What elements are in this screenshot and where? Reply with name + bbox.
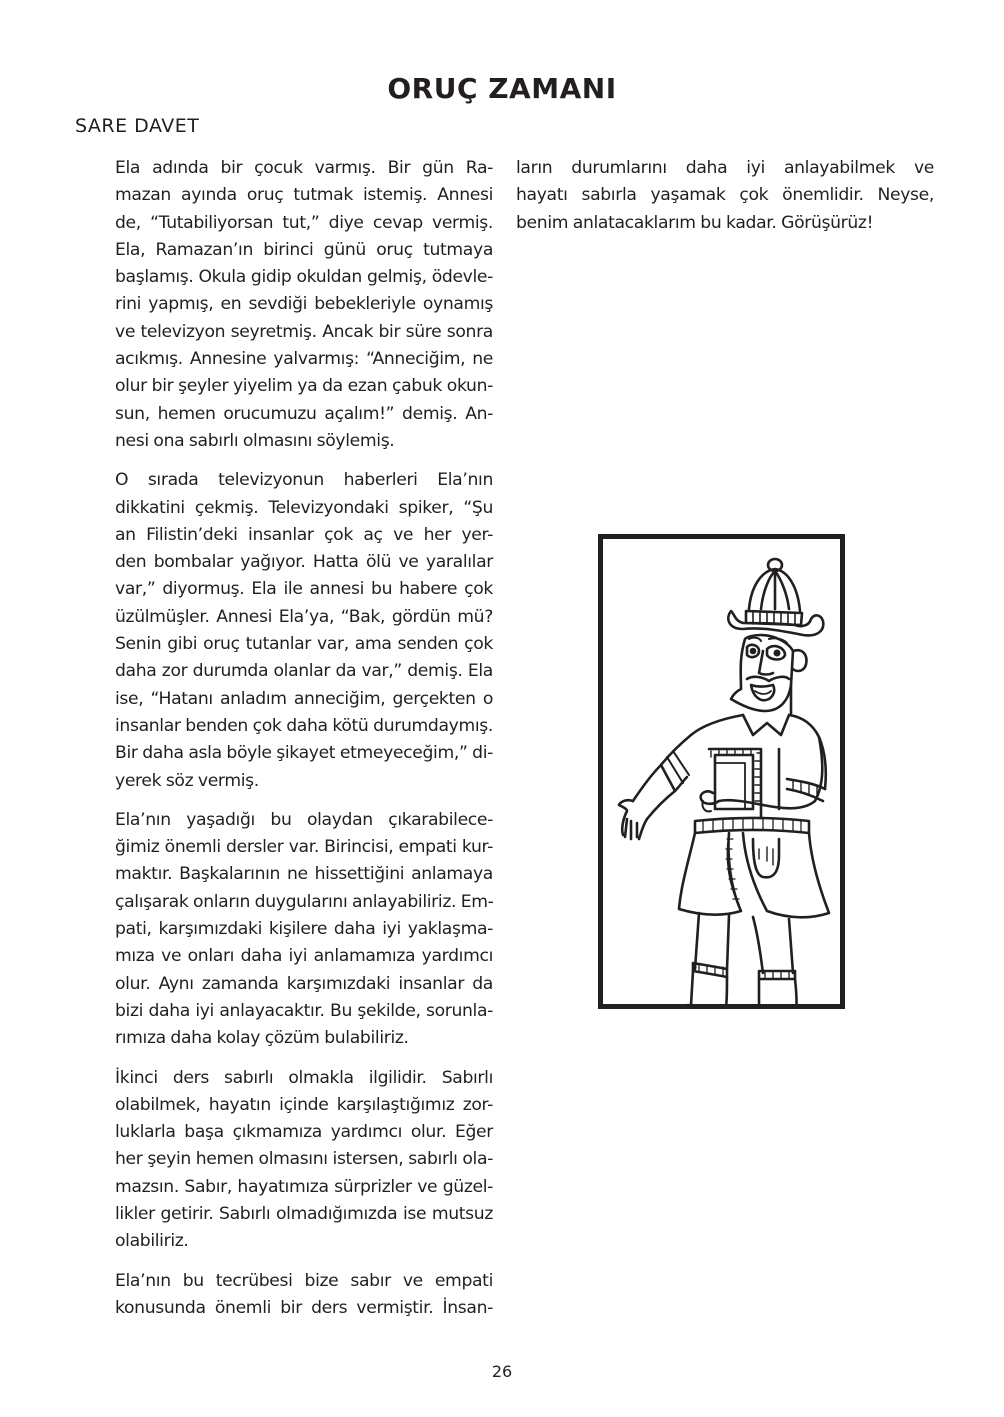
paragraph-1 bbox=[75, 155, 493, 455]
text-line: Ela’nın bu tecrübesi bize sabır ve empati bbox=[115, 1270, 493, 1291]
hat-brim bbox=[728, 611, 823, 635]
left-boot-cuff bbox=[693, 963, 727, 977]
text-line: dikkatini çekmiş. Televizyondaki spiker, “Şu bbox=[115, 497, 493, 518]
page-title: ORUÇ ZAMANI bbox=[387, 72, 617, 105]
text-line: ise, “Hatanı anladım anneciğim, gerçekten o bbox=[115, 688, 493, 709]
right-leg bbox=[753, 917, 793, 973]
right-text-column bbox=[516, 155, 934, 249]
text-line: mazsın. Sabır, hayatımıza sürprizler ve güzel- bbox=[115, 1176, 493, 1197]
text-line: bizi daha iyi anlayacaktır. Bu şekilde, sorunla- bbox=[115, 1000, 493, 1021]
text-line: üzülmüşler. Annesi Ela’ya, “Bak, gördün mü? bbox=[115, 606, 493, 627]
text-line: rımıza daha kolay çözüm bulabiliriz. bbox=[115, 1028, 409, 1049]
illustration-frame bbox=[598, 534, 845, 1009]
text-line: olabiliriz. bbox=[115, 1231, 189, 1252]
mustache bbox=[747, 677, 789, 681]
text-line: Ela’nın yaşadığı bu olaydan çıkarabilece- bbox=[115, 809, 493, 830]
text-line: Senin gibi oruç tutanlar var, ama senden çok bbox=[115, 634, 493, 655]
paragraph-4 bbox=[75, 1065, 493, 1256]
text-line: çalışarak onların duygularını anlayabiliriz. Em- bbox=[115, 891, 494, 912]
text-line: acıkmış. Annesine yalvarmış: “Anneciğim, ne bbox=[115, 349, 493, 370]
ear bbox=[793, 650, 807, 671]
text-line: olabilmek, hayatın içinde karşılaştığımız zor- bbox=[115, 1094, 493, 1115]
text-line: benim anlatacaklarım bu kadar. Görüşürüz! bbox=[516, 212, 874, 233]
text-line: Ela, Ramazan’ın birinci günü oruç tutmaya bbox=[115, 239, 493, 260]
text-line: mazan ayında oruç tutmak istemiş. Annesi bbox=[115, 185, 493, 206]
text-line: insanlar benden çok daha kötü durumdaymış. bbox=[115, 715, 493, 736]
author-name: SARE DAVET bbox=[75, 115, 200, 137]
mouth bbox=[751, 685, 774, 700]
collar bbox=[743, 715, 789, 735]
text-line: Bir daha asla böyle şikayet etmeyeceğim,” di- bbox=[115, 743, 493, 764]
text-line: ların durumlarını daha iyi anlayabilmek ve bbox=[516, 158, 934, 178]
text-line: de, “Tutabiliyorsan tut,” diye cevap vermiş. bbox=[115, 212, 493, 233]
text-line: pati, karşımızdaki kişilere daha iyi yaklaşma- bbox=[115, 919, 493, 940]
text-line: maktır. Başkalarının ne hissettiğini anlamaya bbox=[115, 864, 493, 885]
text-line: mıza ve onları daha iyi anlamamıza yardımcı bbox=[115, 946, 493, 967]
man-illustration bbox=[603, 539, 840, 1004]
text-line: O sırada televizyonun haberleri Ela’nın bbox=[115, 470, 493, 491]
paragraph-2 bbox=[75, 467, 493, 795]
text-line: daha zor durumda olanlar da var,” demiş. Ela bbox=[115, 661, 493, 682]
text-line: olur bir şeyler yiyelim ya da ezan çabuk okun- bbox=[115, 376, 493, 397]
coat-left-panel bbox=[679, 833, 741, 915]
pocket bbox=[753, 839, 779, 877]
text-line: konusunda önemli bir ders vermiştir. İnsan- bbox=[115, 1297, 493, 1318]
coat-right-panel bbox=[743, 833, 829, 917]
text-line: nesi ona sabırlı olmasını söylemiş. bbox=[115, 430, 395, 451]
text-line: ve televizyon seyretmiş. Ancak bir süre sonra bbox=[115, 321, 493, 342]
paragraph-3 bbox=[75, 807, 493, 1053]
page-number: 26 bbox=[491, 1362, 513, 1381]
text-line: var,” diyormuş. Ela ile annesi bu habere çok bbox=[115, 579, 493, 600]
text-line: her şeyin hemen olmasını istersen, sabırlı ola- bbox=[115, 1149, 493, 1170]
left-hand bbox=[619, 800, 647, 839]
text-line: hayatı sabırla yaşamak çok önemlidir. Neyse, bbox=[516, 185, 934, 206]
text-line: ğimiz önemli dersler var. Birincisi, empati kur- bbox=[115, 837, 493, 858]
text-line: sun, hemen orucumuzu açalım!” demiş. An- bbox=[115, 403, 493, 424]
text-line: İkinci ders sabırlı olmakla ilgilidir. Sabırlı bbox=[115, 1067, 493, 1088]
text-line: likler getirir. Sabırlı olmadığımızda ise mutsuz bbox=[115, 1203, 493, 1224]
torso bbox=[661, 715, 743, 765]
left-arm bbox=[633, 765, 661, 801]
text-line: rini yapmış, en sevdiği bebekleriyle oynamış bbox=[115, 294, 493, 315]
paragraph-5-continued bbox=[516, 155, 934, 237]
left-text-column bbox=[75, 155, 493, 1334]
text-line: den bombalar yağıyor. Hatta ölü ve yaralılar bbox=[115, 552, 493, 573]
text-line: Ela adında bir çocuk varmış. Bir gün Ra- bbox=[115, 158, 493, 178]
text-line: luklarla başa çıkmamıza yardımcı olur. Eğer bbox=[115, 1122, 493, 1143]
text-line: an Filistin’deki insanlar çok aç ve her yer- bbox=[115, 524, 493, 545]
text-line: olur. Aynı zamanda karşımızdaki insanlar da bbox=[115, 973, 493, 994]
paragraph-5 bbox=[75, 1268, 493, 1323]
text-line: yerek söz vermiş. bbox=[115, 770, 259, 791]
right-boot bbox=[739, 979, 797, 1004]
belt bbox=[695, 818, 809, 833]
left-leg bbox=[695, 913, 729, 969]
text-line: başlamış. Okula gidip okuldan gelmiş, ödevle- bbox=[115, 267, 493, 288]
